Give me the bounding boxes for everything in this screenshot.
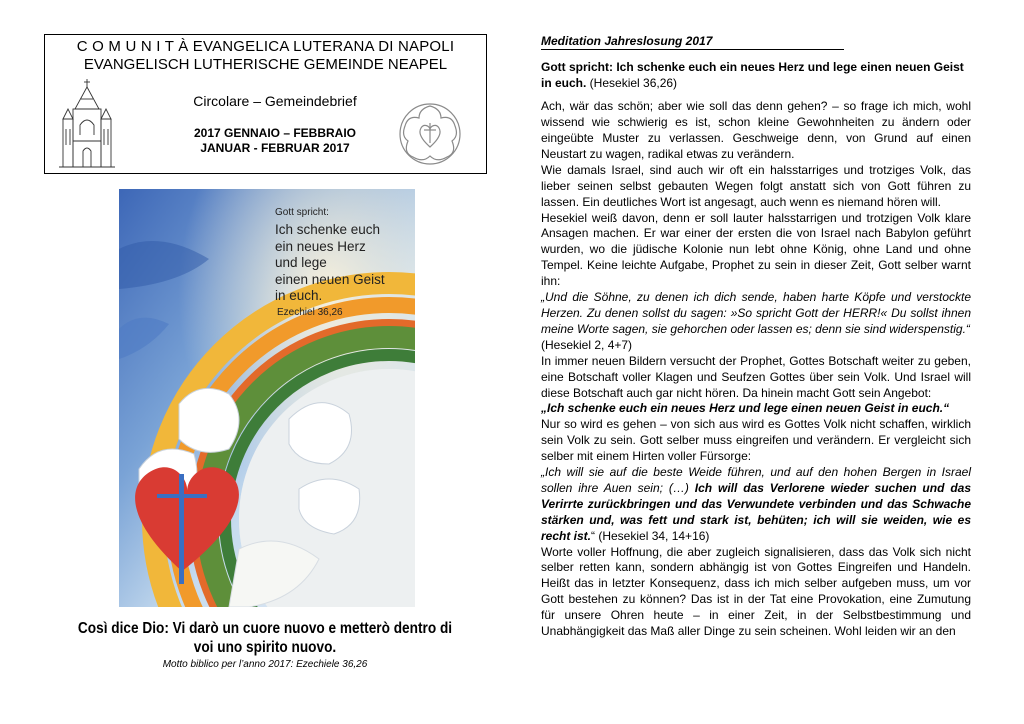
meditation-body [541,99,971,640]
quote-ref: (Hesekiel 2, 4+7) [541,337,633,352]
quote-end: “ (Hesekiel 34, 14+16) [591,528,710,543]
painting-text [275,207,415,318]
painting-line: einen neuen Geist [275,271,385,287]
paragraph: Ach, wär das schön; aber wie soll das denn gehen? – so frage ich mich, wohl wissend wie schwierig es ist, schon kleine Gewohnheiten zu ändern oder eingeübte Muster zu verlassen. Geschweige denn, von Grund auf einen Neustart zu wagen, radikal etwas zu verändern. [541,99,971,161]
quote: „Und die Söhne, zu denen ich dich sende, haben harte Köpfe und verstockte Herzen. Zu denen sollst du sagen: »So spricht Gott der HERR!« Du sollst ihnen meine Worte sagen, sie gehorchen oder lassen es; denn sie sind widerspenstig.“ [541,290,971,336]
quote-bold: „Ich schenke euch ein neues Herz und lege einen neuen Geist in euch.“ [541,401,950,416]
quote-shepherd [541,465,971,545]
paragraph: Nur so wird es gehen – von sich aus wird es Gottes Volk nicht schaffen, wirklich sein Volk zu sein. Gott selber muss eingreifen und verändern. Er vergleicht sich selber mit einem Hirten voller Fürsorge: [541,417,971,464]
painting-line: in euch. [275,288,323,303]
italian-caption: Così dice Dio: Vi darò un cuore nuovo e metterò dentro di voi uno spirito nuovo. [77,620,453,656]
motto-caption: Motto biblico per l’anno 2017: Ezechiele 36,26 [162,659,368,670]
quote-bold-part: Ich will das Verlorene wieder suchen und das Verirrte zurückbringen und das Verwundete verbinden und das Schwache stärken und, was fett und stark ist, behüten; ich will sie weiden, wie es recht ist. [541,480,971,543]
quote-italic-part: „Ich will sie auf die beste Weide führen, und auf den hohen Bergen in Israel sollen ihre Auen sein; (…) [541,465,971,495]
paragraph: Wie damals Israel, sind auch wir oft ein halsstarriges und trotziges Volk, das lieber seinen selbst gebauten Wegen folgt anstatt sich von Gott führen zu lassen. Ein deutliches Wort ist angesagt, auch wenn es niemand hören will. [541,162,971,209]
painting-line: ein neues Herz [275,238,366,254]
paragraph: Worte voller Hoffnung, die aber zugleich signalisieren, dass das Volk sich nicht selber retten kann, sondern abhängig ist von Gottes Eingreifen und Handeln. Heißt das in letzter Konsequenz, dass ich mich selber aufgeben muss, um vor Gott bestehen zu können? Das ist in der Tat eine Provokation, eine Zumutung für unsere Ohren heute – in einer Zeit, in der Selbstbestimmung und Unabhängigkeit das Maß aller Dinge zu sein scheinen. Wohl leiden wir an den [541,544,971,639]
date-italian: 2017 GENNAIO – FEBBRAIO [193,126,357,140]
header-line-2: EVANGELISCH LUTHERISCHE GEMEINDE NEAPEL [83,56,448,73]
gott-spricht [541,60,971,91]
paragraph: Hesekiel weiß davon, denn er soll lauter halsstarrigen und trotzigen Volk klare Ansagen machen. Er war einer der ersten die von Israel nach Babylon geführt wurden, wo die jüdische Kolonie nun lebt ohne König, ohne Land und ohne Tempel. Keine leichte Aufgabe, Prophet zu sein in dieser Zeit, Gott selber warnt ihn: [541,210,971,289]
painting-text-small: Gott spricht: [275,207,329,218]
painting-text-big [275,222,415,305]
painting-line: und lege [275,255,327,270]
gott-spricht-bold: Gott spricht: Ich schenke euch ein neues Herz und lege einen neuen Geist in euch. [541,60,964,90]
church-drawing-icon [59,79,115,171]
luther-rose-icon [397,101,463,167]
meditation-title [541,34,844,50]
header-line-1: C O M U N I T À EVANGELICA LUTERANA DI NAPOLI [76,38,455,55]
painting-line: Ich schenke euch [275,222,381,237]
right-page [541,34,971,640]
header-box [44,34,487,174]
meditation-title-text: Meditation Jahreslosung 2017 [541,34,713,48]
paragraph: In immer neuen Bildern versucht der Prophet, Gottes Botschaft weiter zu geben, eine Botschaft voller Klagen und Seufzen Gottes über sein Volk. Und Israel will diese Botschaft auch gar nicht hören. Da hinein macht Gott sein Angebot: [541,353,971,400]
gott-spricht-ref: (Hesekiel 36,26) [586,75,678,90]
circolare-label: Circolare – Gemeindebrief [193,93,357,109]
painting-ref: Ezechiel 36,26 [277,306,343,318]
date-german: JANUAR - FEBRUAR 2017 [200,141,350,155]
